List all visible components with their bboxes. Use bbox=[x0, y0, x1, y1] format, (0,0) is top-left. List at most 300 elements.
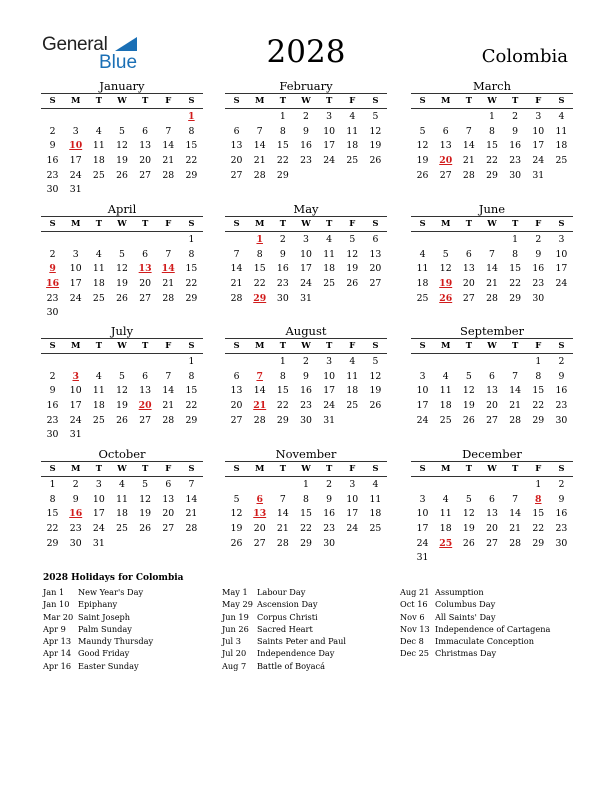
calendar-date: 23 bbox=[323, 523, 336, 535]
weekday-label: S bbox=[372, 341, 379, 351]
calendar-date: 24 bbox=[300, 278, 312, 290]
weekday-label: T bbox=[141, 341, 149, 351]
weekday-header bbox=[225, 216, 387, 232]
calendar-date: 20 bbox=[230, 155, 243, 167]
calendar-date: 20 bbox=[162, 508, 175, 520]
calendar-date: 4 bbox=[442, 493, 449, 505]
calendar-date: 10 bbox=[532, 125, 545, 137]
holiday-date-label: Dec 25 bbox=[400, 648, 430, 659]
calendar-date: 26 bbox=[416, 169, 429, 181]
calendar-date: 27 bbox=[162, 523, 175, 535]
weekday-label: W bbox=[117, 219, 127, 229]
logo-triangle-icon bbox=[115, 37, 137, 51]
weekday-header bbox=[41, 338, 203, 354]
calendar-date: 25 bbox=[346, 155, 359, 167]
calendar-date: 7 bbox=[465, 125, 472, 137]
empty-cell bbox=[157, 110, 180, 125]
calendar-date: 18 bbox=[439, 400, 452, 412]
holiday-name: Independence of Cartagena bbox=[435, 623, 551, 634]
weekday-label: F bbox=[349, 96, 356, 106]
calendar-date: 28 bbox=[162, 414, 175, 426]
calendar-date: 11 bbox=[369, 493, 382, 505]
calendar-date: 23 bbox=[532, 278, 545, 290]
calendar-date: 1 bbox=[279, 111, 286, 122]
weekday-label: W bbox=[301, 341, 311, 351]
calendar-date: 4 bbox=[349, 111, 356, 122]
month-july bbox=[41, 324, 203, 443]
empty-cell bbox=[434, 233, 457, 248]
empty-cell bbox=[64, 355, 87, 370]
calendar-date: 23 bbox=[300, 400, 312, 412]
calendar-date: 4 bbox=[372, 479, 379, 490]
day-grid bbox=[41, 478, 203, 551]
calendar-date: 6 bbox=[142, 125, 149, 137]
calendar-date: 12 bbox=[116, 385, 128, 397]
holiday-row bbox=[222, 611, 397, 623]
calendar-date: 15 bbox=[276, 140, 289, 152]
weekday-label: T bbox=[465, 464, 473, 474]
calendar-date: 26 bbox=[462, 537, 475, 549]
calendar-date: 30 bbox=[555, 537, 568, 549]
empty-cell bbox=[480, 478, 503, 493]
weekday-label: F bbox=[349, 341, 356, 351]
calendar-date: 30 bbox=[46, 307, 59, 319]
calendar-date: 22 bbox=[276, 155, 289, 167]
calendar-date: 6 bbox=[489, 493, 495, 505]
calendar-date: 12 bbox=[139, 493, 152, 505]
calendar-date: 31 bbox=[69, 184, 82, 196]
month-name: March bbox=[473, 79, 511, 93]
calendar-date: 2 bbox=[303, 111, 309, 122]
month-name: January bbox=[99, 79, 145, 93]
calendar-date: 24 bbox=[323, 155, 336, 167]
holiday-date: 20 bbox=[138, 400, 152, 412]
holiday-name: Battle of Boyacá bbox=[257, 660, 326, 671]
calendar-date: 5 bbox=[119, 370, 125, 382]
calendar-date: 12 bbox=[369, 370, 382, 382]
calendar-date: 8 bbox=[303, 493, 309, 505]
empty-cell bbox=[457, 233, 480, 248]
weekday-label: S bbox=[372, 96, 379, 106]
calendar-date: 8 bbox=[512, 248, 519, 260]
calendar-date: 13 bbox=[486, 385, 498, 397]
holiday-date: 13 bbox=[253, 508, 267, 520]
holiday-row bbox=[400, 647, 575, 659]
holiday-row bbox=[222, 660, 397, 672]
holiday-date: 19 bbox=[439, 278, 453, 290]
calendar-date: 1 bbox=[535, 479, 542, 490]
calendar-date: 7 bbox=[188, 479, 195, 490]
calendar-date: 1 bbox=[303, 479, 309, 490]
calendar-date: 8 bbox=[188, 370, 195, 382]
calendar-date: 8 bbox=[188, 248, 195, 260]
month-name: August bbox=[285, 324, 327, 338]
calendar-date: 30 bbox=[69, 537, 82, 549]
holiday-date-label: Jul 3 bbox=[222, 636, 241, 647]
empty-cell bbox=[411, 110, 434, 125]
calendar-date: 29 bbox=[276, 169, 289, 181]
calendar-date: 27 bbox=[139, 169, 152, 181]
empty-cell bbox=[225, 355, 248, 370]
calendar-date: 3 bbox=[326, 356, 333, 367]
calendar-date: 24 bbox=[532, 155, 545, 167]
empty-cell bbox=[157, 233, 180, 248]
calendar-date: 6 bbox=[233, 125, 240, 137]
calendar-date: 23 bbox=[46, 414, 59, 426]
calendar-date: 29 bbox=[532, 414, 545, 426]
calendar-date: 19 bbox=[116, 400, 128, 412]
calendar-date: 13 bbox=[439, 140, 452, 152]
holiday-date-label: Nov 6 bbox=[400, 611, 425, 622]
calendar-date: 12 bbox=[116, 140, 128, 152]
calendar-date: 27 bbox=[439, 169, 452, 181]
weekday-header bbox=[41, 216, 203, 232]
calendar-date: 22 bbox=[46, 523, 59, 535]
calendar-date: 24 bbox=[346, 523, 359, 535]
empty-cell bbox=[248, 478, 271, 493]
weekday-label: F bbox=[349, 219, 356, 229]
calendar-date: 22 bbox=[532, 400, 545, 412]
weekday-label: S bbox=[558, 464, 565, 474]
holiday-row bbox=[222, 623, 397, 635]
calendar-date: 11 bbox=[555, 125, 568, 137]
holiday-row bbox=[222, 586, 397, 598]
calendar-date: 27 bbox=[369, 278, 382, 290]
holiday-date-label: Dec 8 bbox=[400, 636, 424, 647]
calendar-date: 13 bbox=[486, 508, 498, 520]
calendar-date: 29 bbox=[185, 414, 198, 426]
weekday-label: S bbox=[233, 464, 240, 474]
calendar-date: 21 bbox=[162, 278, 175, 290]
logo-text-blue: Blue bbox=[99, 52, 138, 73]
month-name: July bbox=[110, 324, 134, 338]
calendar-date: 18 bbox=[346, 385, 359, 397]
calendar-date: 18 bbox=[416, 278, 429, 290]
weekday-label: T bbox=[279, 219, 287, 229]
calendar-date: 6 bbox=[489, 370, 495, 382]
calendar-date: 27 bbox=[230, 169, 243, 181]
calendar-date: 24 bbox=[555, 278, 568, 290]
weekday-label: M bbox=[441, 96, 451, 106]
day-grid bbox=[411, 233, 573, 306]
calendar-date: 17 bbox=[69, 155, 82, 167]
weekday-header bbox=[225, 338, 387, 354]
calendar-date: 11 bbox=[92, 140, 105, 152]
calendar-date: 16 bbox=[509, 140, 522, 152]
weekday-label: S bbox=[49, 219, 56, 229]
weekday-label: T bbox=[279, 96, 287, 106]
calendar-date: 10 bbox=[416, 385, 429, 397]
calendar-date: 28 bbox=[462, 169, 475, 181]
holiday-name: Epiphany bbox=[78, 599, 118, 610]
calendar-date: 22 bbox=[185, 155, 198, 167]
calendar-date: 11 bbox=[116, 493, 128, 505]
calendar-date: 19 bbox=[462, 400, 475, 412]
calendar-date: 17 bbox=[323, 140, 336, 152]
weekday-label: M bbox=[441, 341, 451, 351]
month-december bbox=[411, 447, 573, 566]
calendar-date: 9 bbox=[326, 493, 333, 505]
calendar-date: 1 bbox=[279, 356, 286, 367]
calendar-date: 19 bbox=[116, 155, 128, 167]
calendar-date: 18 bbox=[116, 508, 128, 520]
calendar-date: 29 bbox=[532, 537, 545, 549]
weekday-header bbox=[225, 93, 387, 109]
weekday-label: F bbox=[535, 96, 542, 106]
holiday-date-label: Apr 16 bbox=[43, 660, 72, 671]
weekday-header bbox=[41, 93, 203, 109]
holiday-row bbox=[400, 635, 575, 647]
calendar-date: 15 bbox=[509, 263, 522, 275]
holiday-row bbox=[222, 647, 397, 659]
empty-cell bbox=[434, 478, 457, 493]
calendar-date: 25 bbox=[92, 169, 105, 181]
calendar-date: 10 bbox=[323, 370, 336, 382]
holiday-name: Saint Joseph bbox=[78, 611, 131, 622]
calendar-date: 24 bbox=[416, 537, 429, 549]
calendar-date: 6 bbox=[142, 370, 149, 382]
calendar-date: 9 bbox=[558, 493, 565, 505]
calendar-date: 4 bbox=[326, 234, 333, 245]
calendar-date: 15 bbox=[185, 140, 198, 152]
calendar-date: 8 bbox=[535, 370, 542, 382]
calendar-date: 13 bbox=[230, 140, 243, 152]
calendar-date: 4 bbox=[558, 111, 565, 122]
calendar-date: 5 bbox=[119, 125, 125, 137]
calendar-date: 15 bbox=[185, 263, 198, 275]
calendar-date: 24 bbox=[69, 414, 82, 426]
weekday-label: S bbox=[188, 464, 195, 474]
calendar-date: 18 bbox=[439, 523, 452, 535]
calendar-date: 23 bbox=[69, 523, 82, 535]
calendar-date: 16 bbox=[46, 155, 59, 167]
calendar-date: 29 bbox=[276, 414, 289, 426]
holiday-row bbox=[222, 598, 397, 610]
calendar-date: 18 bbox=[323, 263, 336, 275]
day-grid bbox=[41, 233, 203, 321]
calendar-date: 30 bbox=[323, 537, 336, 549]
empty-cell bbox=[480, 233, 503, 248]
weekday-header bbox=[41, 461, 203, 477]
calendar-date: 12 bbox=[439, 263, 452, 275]
weekday-label: S bbox=[233, 219, 240, 229]
weekday-label: T bbox=[95, 464, 103, 474]
holiday-row bbox=[43, 611, 218, 623]
calendar-date: 2 bbox=[512, 111, 519, 122]
holiday-date-label: Aug 7 bbox=[222, 660, 247, 671]
calendar-date: 4 bbox=[95, 248, 102, 260]
holiday-date-label: Aug 21 bbox=[400, 587, 430, 597]
calendar-date: 28 bbox=[185, 523, 198, 535]
calendar-date: 25 bbox=[323, 278, 336, 290]
weekday-label: M bbox=[71, 219, 81, 229]
holiday-date-label: Oct 16 bbox=[400, 599, 428, 610]
calendar-date: 12 bbox=[346, 248, 359, 260]
holiday-date: 16 bbox=[46, 278, 60, 290]
calendar-date: 17 bbox=[69, 400, 82, 412]
calendar-date: 1 bbox=[489, 111, 495, 122]
calendar-date: 10 bbox=[416, 508, 429, 520]
calendar-date: 10 bbox=[300, 248, 312, 260]
weekday-label: T bbox=[465, 96, 473, 106]
calendar-date: 18 bbox=[346, 140, 359, 152]
weekday-label: T bbox=[511, 464, 519, 474]
weekday-label: T bbox=[465, 219, 473, 229]
calendar-date: 13 bbox=[230, 385, 243, 397]
calendar-date: 19 bbox=[369, 385, 382, 397]
holiday-row bbox=[400, 611, 575, 623]
calendar-date: 3 bbox=[95, 479, 102, 490]
weekday-label: T bbox=[511, 96, 519, 106]
calendar-date: 10 bbox=[92, 493, 105, 505]
calendar-date: 19 bbox=[346, 263, 359, 275]
calendar-date: 31 bbox=[69, 429, 82, 441]
calendar-date: 4 bbox=[119, 479, 125, 490]
empty-cell bbox=[411, 355, 434, 370]
weekday-label: F bbox=[535, 219, 542, 229]
calendar-date: 25 bbox=[555, 155, 568, 167]
calendar-date: 1 bbox=[512, 234, 519, 245]
calendar-date: 13 bbox=[369, 248, 382, 260]
holiday-name: Columbus Day bbox=[435, 599, 496, 610]
holiday-date: 14 bbox=[161, 263, 175, 275]
calendar-date: 25 bbox=[416, 292, 429, 304]
weekday-header bbox=[225, 461, 387, 477]
calendar-date: 12 bbox=[462, 508, 475, 520]
calendar-date: 22 bbox=[300, 523, 312, 535]
calendar-date: 26 bbox=[346, 278, 359, 290]
month-name: October bbox=[98, 447, 146, 461]
holiday-date-label: Apr 9 bbox=[43, 623, 66, 634]
empty-cell bbox=[134, 233, 157, 248]
empty-cell bbox=[434, 110, 457, 125]
calendar-date: 17 bbox=[346, 508, 359, 520]
month-june bbox=[411, 202, 573, 306]
calendar-date: 17 bbox=[532, 140, 545, 152]
calendar-date: 23 bbox=[276, 278, 289, 290]
calendar-date: 28 bbox=[509, 537, 522, 549]
calendar-date: 12 bbox=[369, 125, 382, 137]
day-grid bbox=[41, 110, 203, 198]
logo-text-general: General bbox=[42, 34, 108, 55]
calendar-date: 3 bbox=[326, 111, 333, 122]
calendar-date: 26 bbox=[369, 400, 382, 412]
calendar-date: 3 bbox=[72, 125, 79, 137]
calendar-date: 17 bbox=[300, 263, 312, 275]
month-name: November bbox=[275, 447, 337, 461]
weekday-label: F bbox=[535, 341, 542, 351]
calendar-date: 18 bbox=[369, 508, 382, 520]
holiday-date-label: Nov 13 bbox=[400, 623, 430, 634]
calendar-date: 20 bbox=[139, 155, 152, 167]
month-name: April bbox=[107, 202, 137, 216]
calendar-date: 20 bbox=[253, 523, 266, 535]
calendar-date: 28 bbox=[162, 169, 175, 181]
calendar-date: 11 bbox=[416, 263, 429, 275]
holiday-date: 10 bbox=[69, 140, 83, 152]
weekday-label: S bbox=[419, 341, 426, 351]
calendar-date: 5 bbox=[119, 248, 125, 260]
calendar-date: 8 bbox=[256, 248, 263, 260]
calendar-date: 7 bbox=[279, 493, 286, 505]
calendar-date: 30 bbox=[509, 169, 522, 181]
calendar-date: 31 bbox=[323, 414, 336, 426]
calendar-date: 23 bbox=[555, 523, 568, 535]
calendar-date: 13 bbox=[139, 385, 152, 397]
calendar-date: 25 bbox=[346, 400, 359, 412]
calendar-date: 11 bbox=[92, 263, 105, 275]
holiday-date-label: Jan 10 bbox=[43, 599, 70, 610]
calendar-date: 14 bbox=[462, 140, 475, 152]
calendar-date: 14 bbox=[253, 140, 266, 152]
empty-cell bbox=[41, 233, 64, 248]
holiday-date-label: Apr 13 bbox=[43, 636, 72, 647]
calendar-date: 17 bbox=[92, 508, 105, 520]
calendar-date: 11 bbox=[439, 508, 452, 520]
calendar-date: 13 bbox=[162, 493, 175, 505]
calendar-date: 5 bbox=[372, 356, 379, 367]
holiday-date: 9 bbox=[49, 263, 56, 275]
holiday-row bbox=[43, 598, 218, 610]
calendar-date: 29 bbox=[300, 537, 312, 549]
weekday-label: W bbox=[301, 464, 311, 474]
weekday-label: M bbox=[255, 341, 265, 351]
weekday-label: W bbox=[487, 341, 497, 351]
holiday-date-label: Jan 1 bbox=[43, 587, 65, 597]
calendar-date: 23 bbox=[46, 169, 59, 181]
month-name: May bbox=[293, 202, 319, 216]
calendar-date: 21 bbox=[162, 155, 175, 167]
holiday-row bbox=[43, 660, 218, 672]
calendar-date: 13 bbox=[462, 263, 475, 275]
holiday-column bbox=[222, 586, 397, 672]
calendar-date: 23 bbox=[300, 155, 312, 167]
weekday-label: F bbox=[165, 219, 172, 229]
calendar-date: 2 bbox=[49, 370, 56, 382]
calendar-date: 5 bbox=[372, 111, 379, 122]
calendar-date: 7 bbox=[233, 248, 240, 260]
calendar-date: 22 bbox=[185, 400, 198, 412]
weekday-label: T bbox=[95, 96, 103, 106]
calendar-date: 22 bbox=[532, 523, 545, 535]
calendar-date: 5 bbox=[142, 479, 149, 490]
calendar-date: 27 bbox=[139, 414, 152, 426]
month-february bbox=[225, 79, 387, 183]
calendar-date: 3 bbox=[419, 370, 426, 382]
calendar-date: 28 bbox=[230, 292, 243, 304]
calendar-date: 15 bbox=[276, 385, 289, 397]
holiday-column bbox=[43, 586, 218, 672]
calendar-date: 16 bbox=[555, 385, 568, 397]
empty-cell bbox=[110, 233, 133, 248]
calendar-date: 14 bbox=[509, 385, 522, 397]
holiday-date: 21 bbox=[253, 400, 267, 412]
calendar-date: 7 bbox=[165, 248, 172, 260]
weekday-label: S bbox=[188, 341, 195, 351]
calendar-date: 21 bbox=[462, 155, 475, 167]
weekday-label: S bbox=[49, 341, 56, 351]
weekday-label: T bbox=[325, 96, 333, 106]
empty-cell bbox=[134, 110, 157, 125]
holiday-date-label: Jul 20 bbox=[222, 648, 247, 659]
calendar-date: 19 bbox=[416, 155, 429, 167]
calendar-date: 20 bbox=[486, 523, 498, 535]
weekday-label: M bbox=[71, 464, 81, 474]
calendar-date: 5 bbox=[233, 493, 240, 505]
empty-cell bbox=[225, 233, 248, 248]
calendar-date: 29 bbox=[185, 169, 198, 181]
holiday-name: Palm Sunday bbox=[78, 623, 132, 634]
